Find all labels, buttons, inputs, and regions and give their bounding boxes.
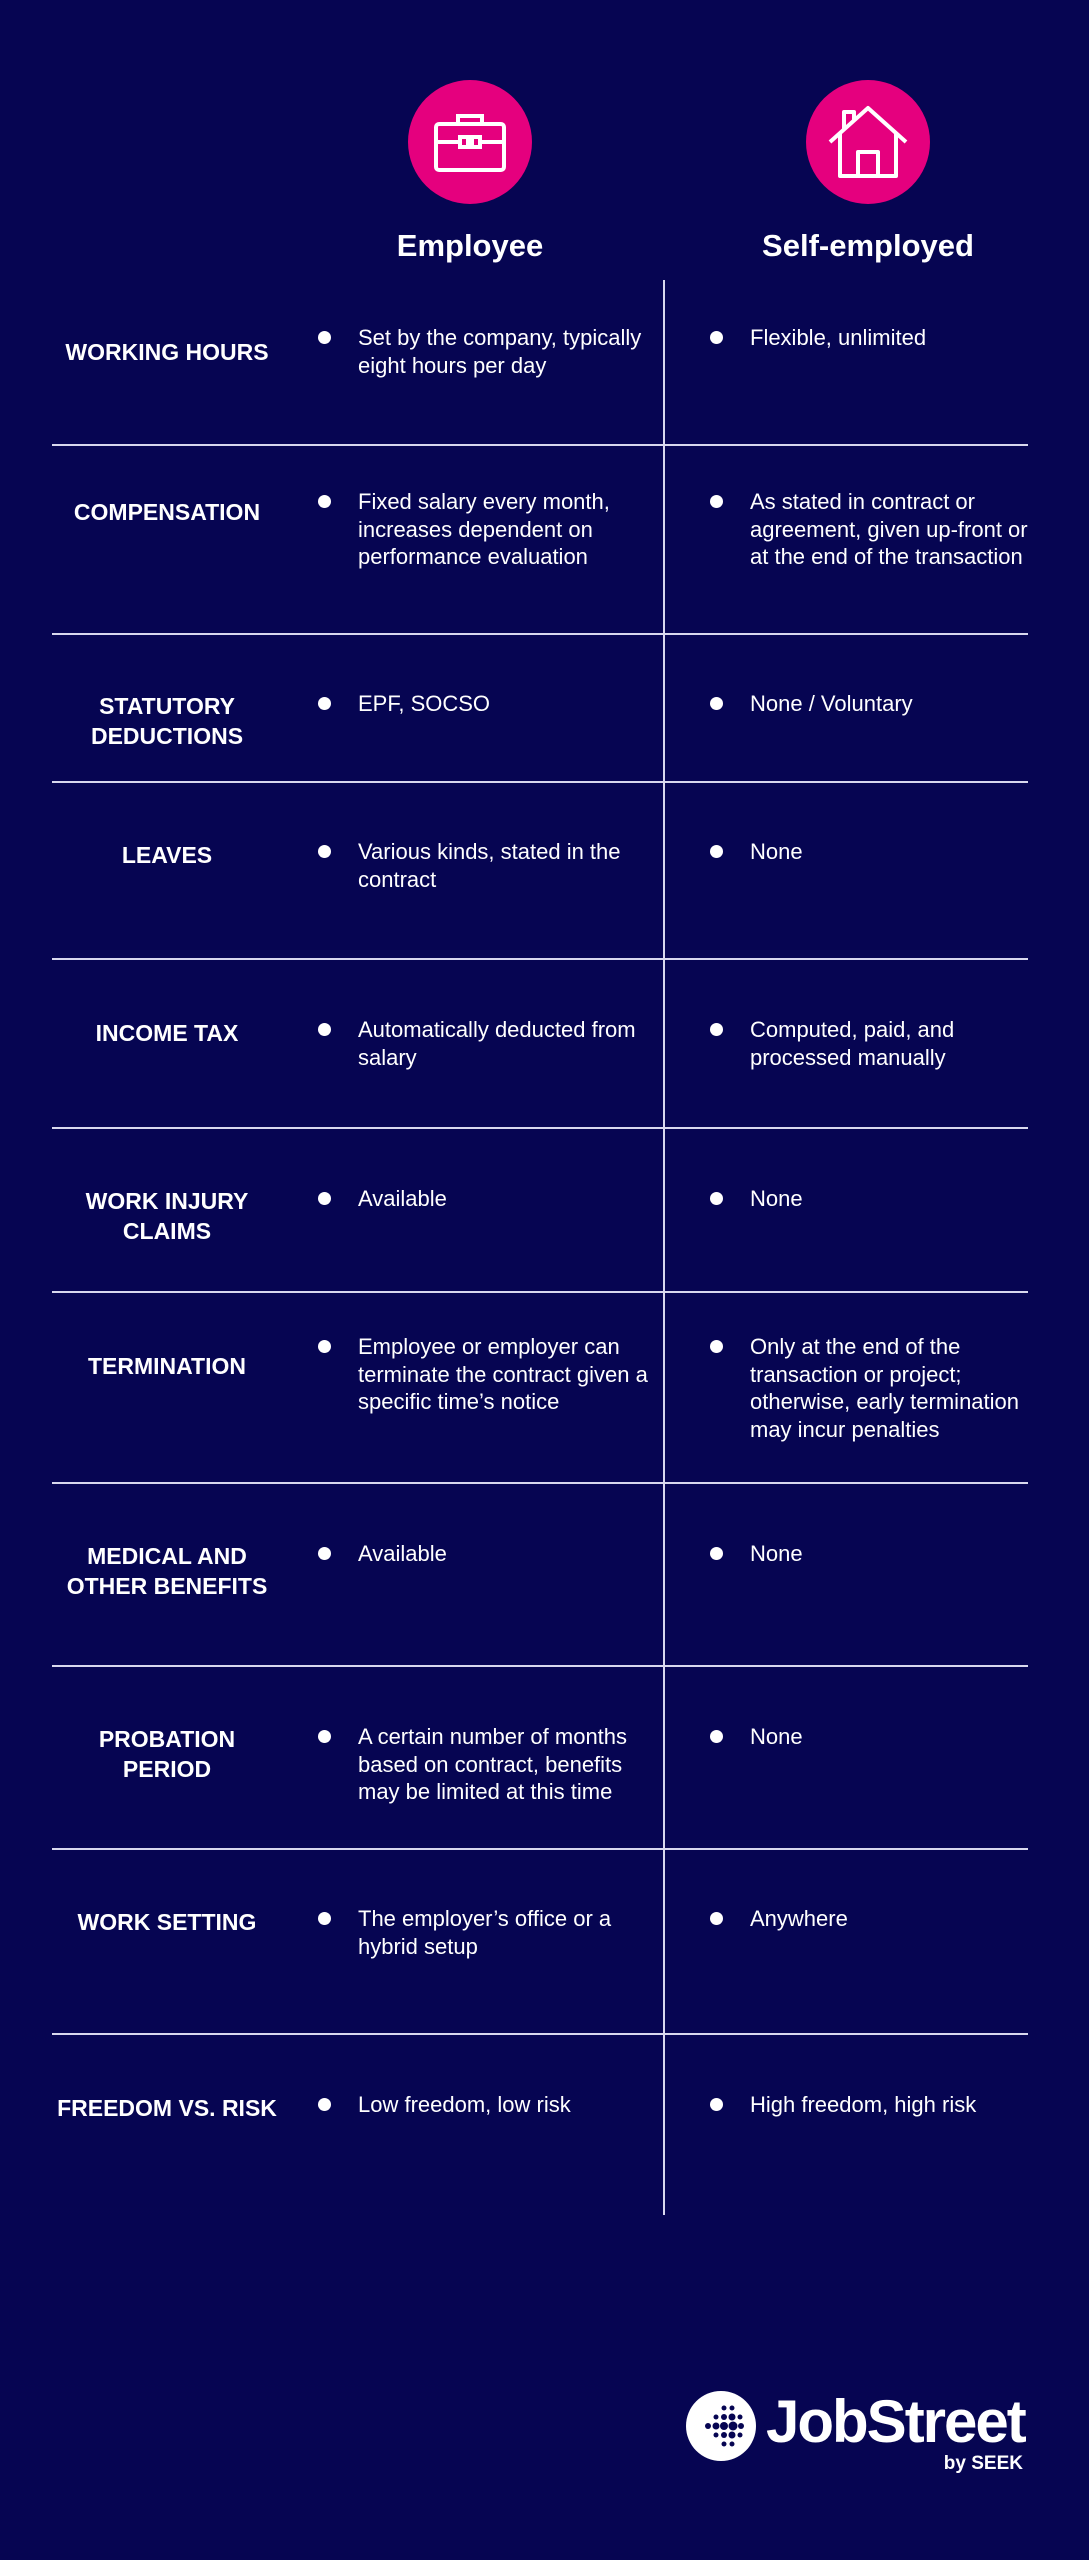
employee-cell: Fixed salary every month, increases dependent on performance evaluation — [358, 488, 658, 571]
row-label: STATUTORY DEDUCTIONS — [90, 693, 244, 749]
bullet-icon — [710, 1192, 723, 1205]
bullet-icon — [710, 845, 723, 858]
row-divider — [52, 1127, 1028, 1129]
bullet-icon — [710, 1340, 723, 1353]
employee-cell: EPF, SOCSO — [358, 690, 658, 718]
house-icon — [806, 80, 930, 204]
row-label: FREEDOM VS. RISK — [57, 2095, 277, 2121]
row-divider — [52, 958, 1028, 960]
bullet-icon — [710, 2098, 723, 2111]
row-label: WORK INJURY CLAIMS — [85, 1188, 249, 1244]
self-employed-cell: None — [750, 1185, 1050, 1213]
self-employed-cell: High freedom, high risk — [750, 2091, 1050, 2119]
bullet-icon — [710, 331, 723, 344]
row-label: INCOME TAX — [95, 1020, 239, 1046]
row-divider — [52, 1291, 1028, 1293]
bullet-icon — [710, 495, 723, 508]
row-label: TERMINATION — [87, 1353, 246, 1379]
bullet-icon — [318, 1547, 331, 1560]
employee-cell: A certain number of months based on contract, benefits may be limited at this time — [358, 1723, 658, 1806]
employee-cell: Low freedom, low risk — [358, 2091, 658, 2119]
bullet-icon — [318, 331, 331, 344]
bullet-icon — [318, 845, 331, 858]
bullet-icon — [318, 2098, 331, 2111]
jobstreet-mark-icon — [686, 2391, 756, 2461]
row-divider — [52, 2033, 1028, 2035]
employee-cell: Available — [358, 1185, 658, 1213]
jobstreet-logo — [686, 2388, 1031, 2481]
row-divider — [52, 633, 1028, 635]
self-employed-column-title: Self-employed — [762, 228, 974, 263]
row-label: COMPENSATION — [73, 499, 261, 525]
bullet-icon — [318, 1023, 331, 1036]
row-label: PROBATION PERIOD — [98, 1726, 236, 1782]
bullet-icon — [710, 1023, 723, 1036]
employee-cell: Employee or employer can terminate the contract given a specific time’s notice — [358, 1333, 658, 1416]
self-employed-cell: None — [750, 1540, 1050, 1568]
employee-cell: Set by the company, typically eight hours per day — [358, 324, 658, 379]
column-divider — [663, 280, 665, 2215]
self-employed-cell: Anywhere — [750, 1905, 1050, 1933]
employee-column-title: Employee — [396, 228, 544, 263]
bullet-icon — [318, 1730, 331, 1743]
self-employed-cell: None — [750, 1723, 1050, 1751]
jobstreet-wordmark: JobStreet — [766, 2388, 1025, 2455]
self-employed-cell: Computed, paid, and processed manually — [750, 1016, 1050, 1071]
row-label: MEDICAL AND OTHER BENEFITS — [66, 1543, 268, 1599]
bullet-icon — [710, 1547, 723, 1560]
bullet-icon — [710, 1912, 723, 1925]
self-employed-cell: None — [750, 838, 1050, 866]
bullet-icon — [318, 697, 331, 710]
self-employed-cell: As stated in contract or agreement, given up-front or at the end of the transaction — [750, 488, 1050, 571]
bullet-icon — [318, 495, 331, 508]
employee-cell: The employer’s office or a hybrid setup — [358, 1905, 658, 1960]
row-label: LEAVES — [121, 842, 213, 868]
employee-cell: Various kinds, stated in the contract — [358, 838, 658, 893]
bullet-icon — [710, 697, 723, 710]
bullet-icon — [710, 1730, 723, 1743]
row-divider — [52, 1665, 1028, 1667]
employee-column-header — [340, 80, 600, 264]
self-employed-cell: Flexible, unlimited — [750, 324, 1050, 352]
bullet-icon — [318, 1912, 331, 1925]
employee-cell: Available — [358, 1540, 658, 1568]
row-divider — [52, 781, 1028, 783]
self-employed-cell: None / Voluntary — [750, 690, 1050, 718]
by-seek-text: by SEEK — [943, 2453, 1023, 2474]
row-label: WORK SETTING — [77, 1909, 257, 1935]
bullet-icon — [318, 1192, 331, 1205]
row-label: WORKING HOURS — [65, 339, 269, 365]
self-employed-cell: Only at the end of the transaction or project; otherwise, early termination may incur penalties — [750, 1333, 1040, 1443]
row-divider — [52, 444, 1028, 446]
bullet-icon — [318, 1340, 331, 1353]
self-employed-column-header — [738, 80, 998, 264]
row-divider — [52, 1848, 1028, 1850]
row-divider — [52, 1482, 1028, 1484]
employee-cell: Automatically deducted from salary — [358, 1016, 658, 1071]
briefcase-icon — [408, 80, 532, 204]
